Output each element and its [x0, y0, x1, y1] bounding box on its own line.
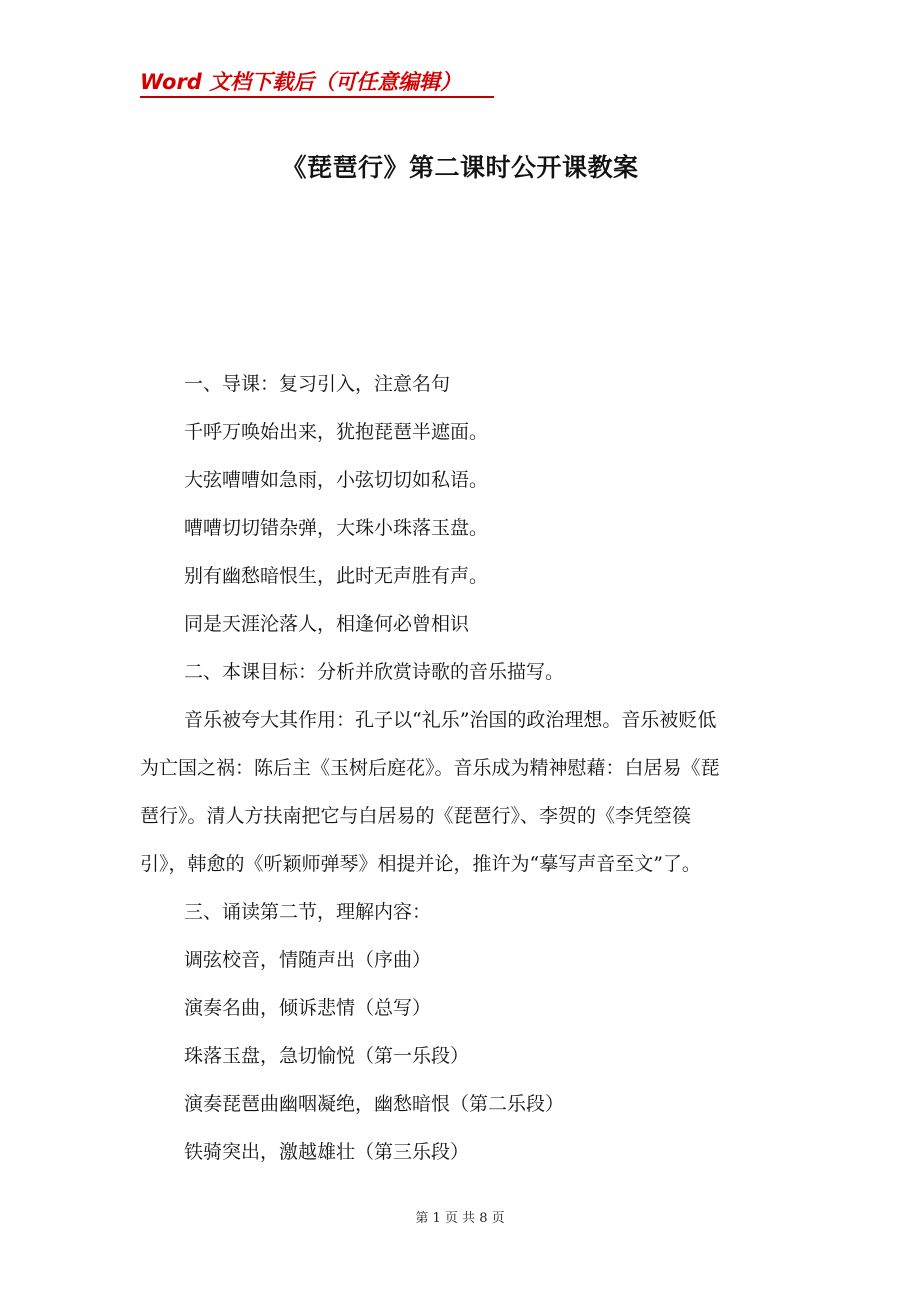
page-number: 第 1 页 共 8 页	[415, 1211, 505, 1226]
download-banner-text: Word 文档下载后（可任意编辑）	[140, 70, 462, 94]
section-heading-goal: 二、本课目标：分析并欣赏诗歌的音乐描写。	[184, 661, 565, 683]
paragraph-row: 琶行》。清人方扶南把它与白居易的《琵琶行》、李贺的《李凭箜篌	[140, 805, 692, 827]
outline-item: 铁骑突出，激越雄壮（第三乐段）	[184, 1141, 470, 1163]
music-paragraph	[140, 708, 788, 876]
document-body	[140, 372, 788, 1188]
document-title: 《琵琶行》第二课时公开课教案	[281, 153, 639, 182]
section-heading-intro: 一、导课：复习引入，注意名句	[184, 373, 451, 395]
section-heading-reading: 三、诵读第二节，理解内容：	[184, 901, 432, 923]
outline-item: 演奏琵琶曲幽咽凝绝，幽愁暗恨（第二乐段）	[184, 1093, 565, 1115]
poem-line: 千呼万唤始出来，犹抱琵琶半遮面。	[184, 421, 489, 443]
outline-item: 调弦校音，情随声出（序曲）	[184, 949, 432, 971]
poem-line: 嘈嘈切切错杂弹，大珠小珠落玉盘。	[184, 517, 489, 539]
download-banner	[140, 64, 494, 98]
poem-line: 大弦嘈嘈如急雨，小弦切切如私语。	[184, 469, 489, 491]
poem-line: 别有幽愁暗恨生，此时无声胜有声。	[184, 565, 489, 587]
outline-item: 珠落玉盘，急切愉悦（第一乐段）	[184, 1045, 470, 1067]
paragraph-row: 音乐被夸大其作用：孔子以“礼乐”治国的政治理想。音乐被贬低	[184, 709, 717, 731]
outline-item: 演奏名曲，倾诉悲情（总写）	[184, 997, 432, 1019]
paragraph-row: 为亡国之祸：陈后主《玉树后庭花》。音乐成为精神慰藉：白居易《琵	[140, 757, 720, 779]
paragraph-row: 引》，韩愈的《听颖师弹琴》相提并论，推许为“摹写声音至文”了。	[140, 853, 701, 875]
poem-line: 同是天涯沦落人，相逢何必曾相识	[184, 613, 470, 635]
